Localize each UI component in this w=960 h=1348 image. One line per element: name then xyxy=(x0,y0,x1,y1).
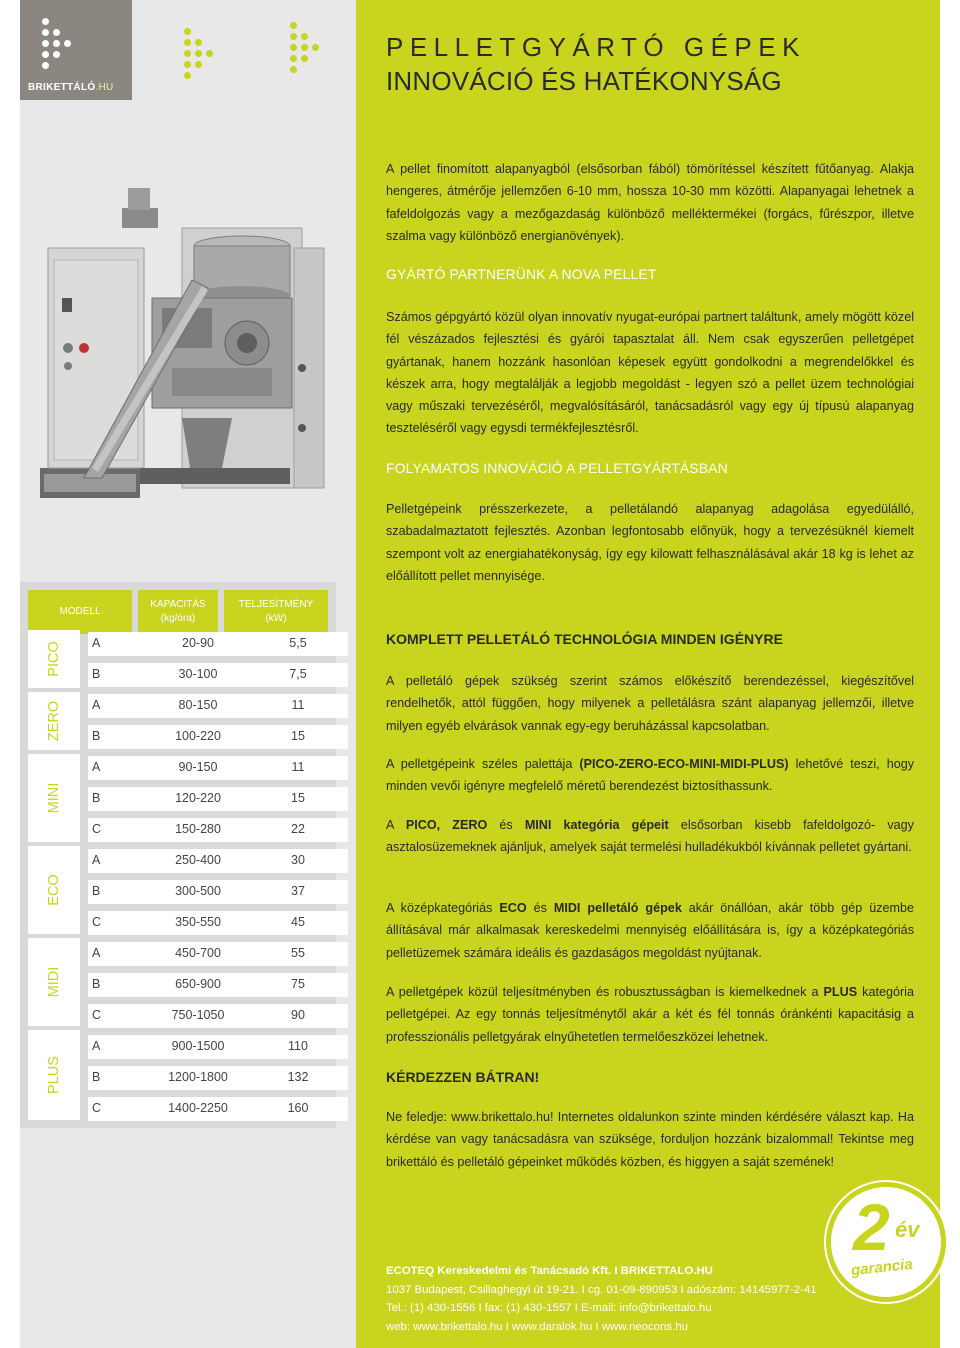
footer-company: ECOTEQ Kereskedelmi és Tanácsadó Kft. I BRIKETTALO.HU xyxy=(386,1265,713,1277)
capacity-header: KAPACITÁS (kg/óra) xyxy=(138,590,218,634)
row-type: A xyxy=(92,946,101,960)
page-subtitle: INNOVÁCIÓ ÉS HATÉKONYSÁG xyxy=(386,66,782,96)
warranty-text: garancia xyxy=(850,1255,914,1280)
complete-heading: KOMPLETT PELLETÁLÓ TECHNOLÓGIA MINDEN IGÉNYRE xyxy=(386,631,783,647)
table-row xyxy=(88,818,348,842)
row-capacity: 650-900 xyxy=(175,977,221,991)
table-row xyxy=(88,694,348,718)
row-type: B xyxy=(92,977,101,991)
footer-address: 1037 Budapest, Csillaghegyi út 19-21. I cg. 01-09-890953 I adószám: 14145977-2-41 xyxy=(386,1283,817,1296)
table-row xyxy=(88,1066,348,1090)
row-power: 5,5 xyxy=(289,636,307,650)
partner-paragraph: Számos gépgyártó közül olyan innovatív nyugat-európai partnert találtunk, amely mögött közel fél vészázados fejlesztési és gyárói tapasztalat áll. Nem csak egyszerűen pelletgépet gyártanak, hanem hozzánk hasonlóan képesek együtt gondolkodni a megrendelőkkel és készek arra, hogy megtalálják a legjobb megoldást - legyen szó a pellet üzem technológiai vagy műszaki tervezéséről, megvalósításáról, tanácsadásról vagy egy új típusú alapanyag teszteléséről vagy egysdi termékfejlesztésről. xyxy=(386,310,914,436)
row-capacity: 250-400 xyxy=(175,853,221,867)
row-capacity: 100-220 xyxy=(175,729,221,743)
group-eco: ECO xyxy=(28,846,80,934)
brand-logo[interactable] xyxy=(20,0,132,100)
row-type: C xyxy=(92,822,102,836)
table-row xyxy=(88,1004,348,1028)
row-type: B xyxy=(92,1070,101,1084)
group-pico: PICO xyxy=(28,630,80,688)
group-mini: MINI xyxy=(28,754,80,842)
row-power: 110 xyxy=(288,1039,308,1053)
table-row xyxy=(88,756,348,780)
row-power: 37 xyxy=(291,884,305,898)
row-capacity: 1200-1800 xyxy=(168,1070,228,1084)
row-capacity: 20-90 xyxy=(182,636,214,650)
row-type: B xyxy=(92,729,101,743)
row-power: 11 xyxy=(291,698,305,712)
row-capacity: 450-700 xyxy=(175,946,221,960)
small-category-paragraph: A PICO, ZERO és MINI kategória gépeit elsősorban kisebb fafeldolgozó- vagy asztalosüzemeknek ajánljuk, amelyek saját termelési hulladékukból kívánnak pelletet gyártani. xyxy=(386,818,914,855)
row-capacity: 350-550 xyxy=(175,915,221,929)
table-row xyxy=(88,1097,348,1121)
row-capacity: 900-1500 xyxy=(171,1039,225,1053)
row-power: 30 xyxy=(291,853,305,867)
pellet-machine-image xyxy=(32,168,332,520)
model-header: MODELL xyxy=(28,590,132,634)
footer-contact[interactable]: Tel.: (1) 430-1556 I fax: (1) 430-1557 I E-mail: info@brikettalo.hu xyxy=(386,1302,712,1314)
partner-heading: GYÁRTÓ PARTNERÜNK A NOVA PELLET xyxy=(386,266,657,282)
plus-category-paragraph: A pelletgépek közül teljesítményben és robusztusságban is kiemelkednek a PLUS kategória pelletgépei. Az egy tonnás teljesítménytől akár a két és fél tonnás óránkénti kapacitásig a professzionális pelletgyárak elnyűhetetlen termelőeszközei lehetnek. xyxy=(386,985,914,1044)
palette-paragraph: A pelletgépeink széles palettája (PICO-ZERO-ECO-MINI-MIDI-PLUS) lehetővé teszi, hogy minden vevői igényre megfelelő méretű berendezést biztosíthassunk. xyxy=(386,757,914,794)
row-type: A xyxy=(92,1039,101,1053)
right-column xyxy=(356,0,940,1348)
row-power: 15 xyxy=(291,791,305,805)
row-capacity: 90-150 xyxy=(178,760,218,774)
row-capacity: 120-220 xyxy=(175,791,221,805)
row-type: A xyxy=(92,853,101,867)
warranty-unit: év xyxy=(895,1217,920,1242)
row-power: 55 xyxy=(291,946,305,960)
table-row xyxy=(88,1035,348,1059)
company-footer xyxy=(386,1262,817,1336)
table-row xyxy=(88,973,348,997)
row-type: B xyxy=(92,667,101,681)
table-row xyxy=(88,632,348,656)
row-capacity: 80-150 xyxy=(178,698,218,712)
intro-paragraph: A pellet finomított alapanyagból (elsősorban fából) tömörítéssel készített fűtőanyag. Alakja hengeres, átmérője jellemzően 6-10 mm, hossza 10-30 mm közötti. Alapanyagai lehetnek a fafeldolgozás vagy a mezőgazdaság különböző melléktermékei (forgács, fűrészpor, illetve szalma vagy különböző energianövények). xyxy=(386,162,914,243)
row-capacity: 300-500 xyxy=(175,884,221,898)
row-type: A xyxy=(92,698,101,712)
row-power: 11 xyxy=(291,760,305,774)
table-row xyxy=(88,787,348,811)
group-midi: MIDI xyxy=(28,938,80,1026)
row-power: 132 xyxy=(287,1070,309,1084)
row-type: C xyxy=(92,1008,102,1022)
row-capacity: 150-280 xyxy=(175,822,221,836)
complete-paragraph: A pelletáló gépek szükség szerint számos előkészítő berendezéssel, kiegészítővel rendelhetők, attól függően, hogy milyenek a pelletálásra szánt alapanyag jellemzői, illetve milyen egyéb elvárások vannak egy-egy beruházással kapcsolatban. xyxy=(386,674,914,733)
table-row xyxy=(88,725,348,749)
page-title: PELLETGYÁRTÓ GÉPEK xyxy=(386,32,806,62)
table-row xyxy=(88,849,348,873)
row-power: 75 xyxy=(291,977,305,991)
row-type: C xyxy=(92,1101,102,1115)
row-type: B xyxy=(92,791,101,805)
row-power: 15 xyxy=(291,729,305,743)
row-power: 22 xyxy=(291,822,305,836)
table-row xyxy=(88,911,348,935)
model-table xyxy=(20,582,336,1128)
innovation-paragraph: Pelletgépeink présszerkezete, a pelletálandó alapanyag adagolása egyedülálló, szabadalmaztatott fejlesztés. Azonban legfontosabb előnyük, hogy a tervezésüknél kiemelt szempont volt az energiahatékonyság, így egy kilowatt felhasználásával akár 18 kg is lehet az előállított pellet mennyisége. xyxy=(386,502,914,583)
row-power: 45 xyxy=(291,915,305,929)
row-type: A xyxy=(92,636,101,650)
row-capacity: 1400-2250 xyxy=(168,1101,228,1115)
ask-heading: KÉRDEZZEN BÁTRAN! xyxy=(386,1069,540,1085)
group-plus: PLUS xyxy=(28,1030,80,1120)
ask-paragraph: Ne feledje: www.brikettalo.hu! Internetes oldalunkon szinte minden kérdésére választ kap. Ha kérdése van vagy tanácsadásra van szüksége, forduljon hozzánk bizalommal! Tekintse meg brikettáló és pelletáló gépeinket működés közben, és higgyen a saját szemének! xyxy=(386,1110,914,1169)
mid-category-paragraph: A középkategóriás ECO és MIDI pelletáló gépek akár önállóan, akár több gép üzembe állításával már alkalmasak kereskedelmi mennyiség előállítására is, így a középkategóriás pelletüzemek számára ideális és gazdaságos megoldást nyújtanak. xyxy=(386,901,914,960)
logo-text: BRIKETTÁLÓ.HU xyxy=(28,82,114,93)
table-row xyxy=(88,942,348,966)
table-row xyxy=(88,663,348,687)
warranty-badge xyxy=(826,1182,946,1302)
footer-web[interactable]: web: www.brikettalo.hu I www.daralok.hu I www.neocons.hu xyxy=(386,1320,689,1333)
power-header: TELJESÍTMÉNY (kW) xyxy=(224,590,328,634)
table-row xyxy=(88,880,348,904)
row-type: B xyxy=(92,884,101,898)
row-power: 160 xyxy=(287,1101,309,1115)
row-power: 90 xyxy=(291,1008,305,1022)
warranty-number: 2 xyxy=(853,1190,890,1264)
row-type: C xyxy=(92,915,102,929)
innovation-heading: FOLYAMATOS INNOVÁCIÓ A PELLETGYÁRTÁSBAN xyxy=(386,460,728,476)
row-type: A xyxy=(92,760,101,774)
row-capacity: 750-1050 xyxy=(171,1008,225,1022)
row-power: 7,5 xyxy=(289,667,307,681)
group-zero: ZERO xyxy=(28,692,80,750)
row-capacity: 30-100 xyxy=(178,667,218,681)
